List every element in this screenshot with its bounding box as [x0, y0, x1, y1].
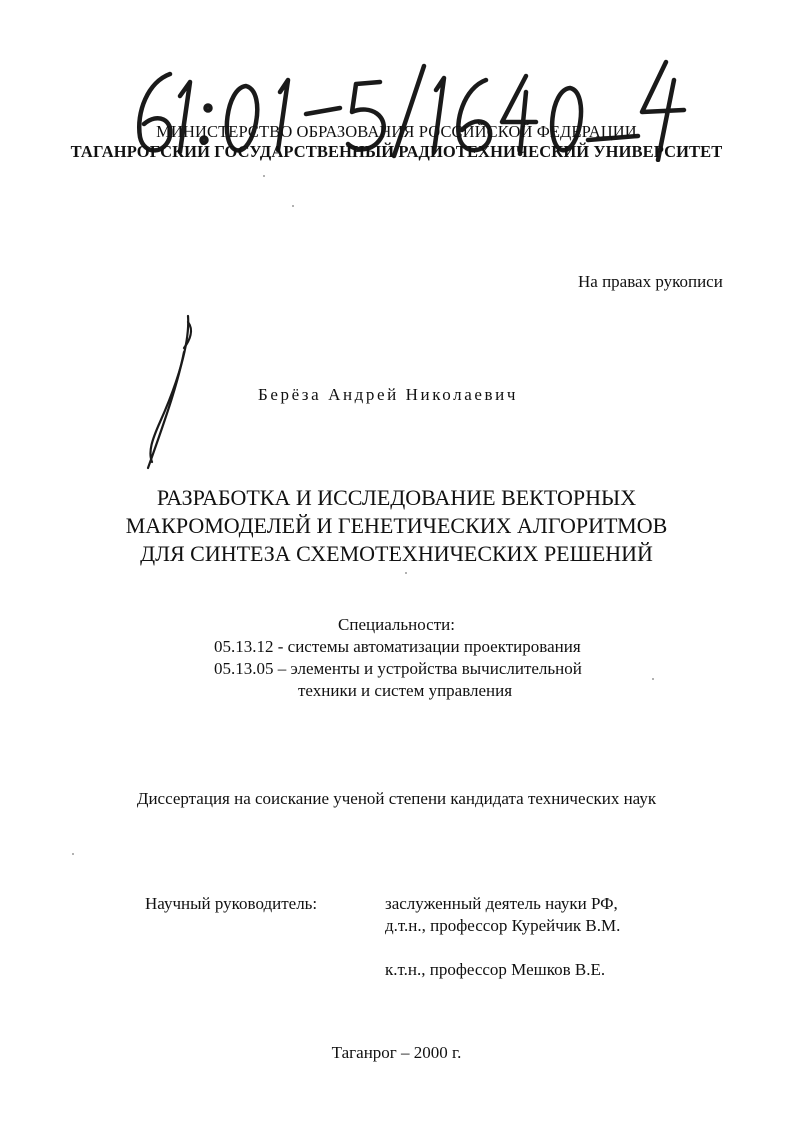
title-line: РАЗРАБОТКА И ИССЛЕДОВАНИЕ ВЕКТОРНЫХ — [156, 485, 637, 510]
advisor-label: Научный руководитель: — [145, 894, 318, 913]
advisor-line: д.т.н., профессор Курейчик В.М. — [385, 916, 621, 935]
author-name: Берёза Андрей Николаевич — [258, 385, 518, 404]
scan-speck — [263, 175, 265, 177]
signature-strokes — [138, 312, 198, 472]
dissertation-title — [0, 484, 793, 568]
university-name: ТАГАНРОГСКИЙ ГОСУДАРСТВЕННЫЙ РАДИОТЕХНИЧЕСКИЙ УНИВЕРСИТЕТ — [70, 142, 723, 161]
signature-mark — [138, 312, 198, 472]
advisor-line: к.т.н., профессор Мешков В.Е. — [385, 960, 606, 979]
scan-speck — [652, 678, 654, 680]
advisor-line: заслуженный деятель науки РФ, — [385, 894, 618, 913]
specialty-item: 05.13.05 – элементы и устройства вычислительной — [214, 659, 582, 678]
specialty-item-continuation: техники и систем управления — [298, 681, 513, 700]
specialties-header: Специальности: — [338, 615, 455, 634]
specialty-item: 05.13.12 - системы автоматизации проектирования — [214, 637, 581, 656]
place-and-year: Таганрог – 2000 г. — [331, 1043, 462, 1062]
manuscript-rights-note: На правах рукописи — [578, 272, 723, 291]
title-line: МАКРОМОДЕЛЕЙ И ГЕНЕТИЧЕСКИХ АЛГОРИТМОВ — [125, 513, 668, 538]
scan-speck — [292, 205, 294, 207]
ministry-name: МИНИСТЕРСТВО ОБРАЗОВАНИЯ РОССИЙСКОЙ ФЕДЕРАЦИИ — [156, 122, 637, 141]
scan-speck — [405, 572, 407, 574]
degree-statement: Диссертация на соискание ученой степени кандидата технических наук — [136, 789, 657, 808]
title-line: ДЛЯ СИНТЕЗА СХЕМОТЕХНИЧЕСКИХ РЕШЕНИЙ — [140, 541, 653, 566]
scan-speck — [72, 853, 74, 855]
